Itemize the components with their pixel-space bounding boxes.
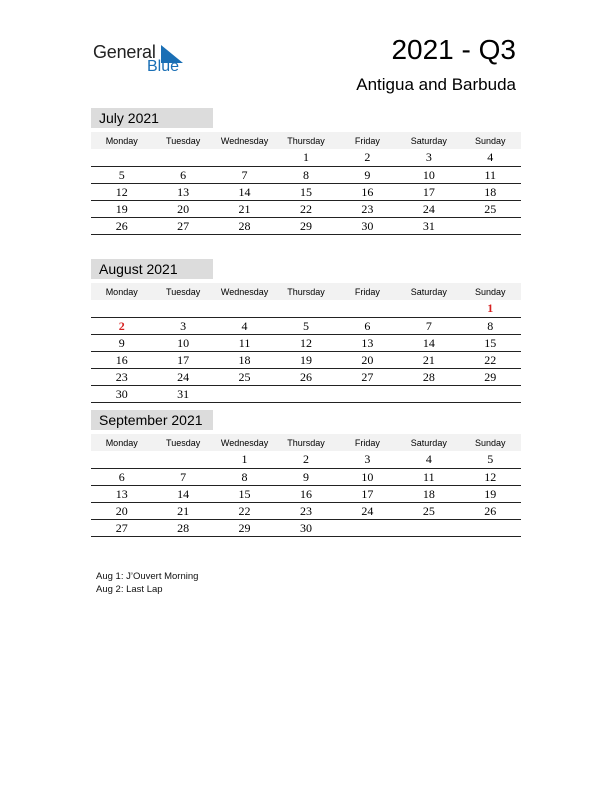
generalblue-logo	[93, 40, 193, 80]
day-cell: 25	[214, 369, 275, 386]
day-cell: 13	[91, 486, 152, 503]
day-cell	[91, 300, 152, 318]
day-cell: 1	[460, 300, 521, 318]
day-cell: 4	[214, 318, 275, 335]
day-cell: 30	[91, 386, 152, 403]
day-cell: 29	[460, 369, 521, 386]
day-cell: 3	[398, 149, 459, 167]
day-cell	[398, 386, 459, 403]
weekday-header: Sunday	[460, 434, 521, 451]
day-cell: 16	[275, 486, 336, 503]
day-cell: 10	[337, 469, 398, 486]
week-row	[91, 469, 521, 486]
day-cell: 15	[214, 486, 275, 503]
day-cell: 27	[91, 520, 152, 537]
day-cell: 2	[275, 451, 336, 469]
day-cell	[152, 300, 213, 318]
month-title: July 2021	[91, 108, 213, 128]
day-cell	[152, 451, 213, 469]
week-row	[91, 218, 521, 235]
weekday-header: Saturday	[398, 132, 459, 149]
day-cell: 14	[398, 335, 459, 352]
day-cell: 9	[337, 167, 398, 184]
day-cell: 3	[152, 318, 213, 335]
calendar-table	[91, 132, 521, 235]
week-row	[91, 201, 521, 218]
day-cell: 9	[91, 335, 152, 352]
logo-word-general: General	[93, 42, 156, 62]
weekday-header: Thursday	[275, 132, 336, 149]
weekday-header: Monday	[91, 283, 152, 300]
day-cell: 11	[398, 469, 459, 486]
weekday-header: Tuesday	[152, 434, 213, 451]
weekday-header: Tuesday	[152, 283, 213, 300]
day-cell: 26	[460, 503, 521, 520]
day-cell	[337, 520, 398, 537]
day-cell: 22	[460, 352, 521, 369]
day-cell: 8	[214, 469, 275, 486]
day-cell: 12	[275, 335, 336, 352]
weekday-header: Friday	[337, 434, 398, 451]
day-cell: 24	[337, 503, 398, 520]
weekday-header-row	[91, 132, 521, 149]
day-cell: 30	[275, 520, 336, 537]
holiday-note: Aug 1: J’Ouvert Morning	[96, 571, 199, 582]
week-row	[91, 386, 521, 403]
day-cell: 21	[214, 201, 275, 218]
day-cell: 19	[460, 486, 521, 503]
day-cell: 15	[460, 335, 521, 352]
day-cell: 3	[337, 451, 398, 469]
day-cell	[337, 300, 398, 318]
day-cell	[398, 300, 459, 318]
day-cell: 26	[275, 369, 336, 386]
weekday-header: Monday	[91, 434, 152, 451]
week-row	[91, 184, 521, 201]
day-cell	[91, 451, 152, 469]
day-cell: 21	[152, 503, 213, 520]
weekday-header: Saturday	[398, 434, 459, 451]
day-cell: 9	[275, 469, 336, 486]
day-cell: 8	[460, 318, 521, 335]
day-cell: 27	[152, 218, 213, 235]
weekday-header: Tuesday	[152, 132, 213, 149]
day-cell: 17	[337, 486, 398, 503]
holiday-note: Aug 2: Last Lap	[96, 584, 163, 595]
month-title: August 2021	[91, 259, 213, 279]
day-cell: 1	[214, 451, 275, 469]
day-cell: 5	[275, 318, 336, 335]
day-cell: 31	[152, 386, 213, 403]
weekday-header: Wednesday	[214, 283, 275, 300]
country-name: Antigua and Barbuda	[356, 75, 516, 94]
day-cell: 5	[460, 451, 521, 469]
week-row	[91, 451, 521, 469]
day-cell: 7	[398, 318, 459, 335]
day-cell: 18	[214, 352, 275, 369]
weekday-header: Wednesday	[214, 132, 275, 149]
day-cell: 21	[398, 352, 459, 369]
day-cell: 15	[275, 184, 336, 201]
day-cell: 13	[152, 184, 213, 201]
day-cell: 16	[337, 184, 398, 201]
day-cell: 5	[91, 167, 152, 184]
day-cell: 19	[91, 201, 152, 218]
weekday-header: Saturday	[398, 283, 459, 300]
day-cell: 23	[91, 369, 152, 386]
day-cell: 16	[91, 352, 152, 369]
calendar-table	[91, 283, 521, 403]
day-cell: 12	[460, 469, 521, 486]
day-cell: 24	[152, 369, 213, 386]
calendar-table	[91, 434, 521, 537]
month-september	[91, 410, 521, 537]
day-cell: 23	[337, 201, 398, 218]
day-cell: 6	[337, 318, 398, 335]
day-cell: 29	[214, 520, 275, 537]
weekday-header: Friday	[337, 132, 398, 149]
day-cell: 25	[460, 201, 521, 218]
week-row	[91, 300, 521, 318]
day-cell: 7	[152, 469, 213, 486]
weekday-header-row	[91, 283, 521, 300]
day-cell: 20	[91, 503, 152, 520]
day-cell	[460, 218, 521, 235]
weekday-header-row	[91, 434, 521, 451]
day-cell: 4	[460, 149, 521, 167]
weekday-header: Wednesday	[214, 434, 275, 451]
day-cell: 30	[337, 218, 398, 235]
week-row	[91, 369, 521, 386]
day-cell: 22	[214, 503, 275, 520]
day-cell: 28	[214, 218, 275, 235]
day-cell: 6	[152, 167, 213, 184]
week-row	[91, 149, 521, 167]
month-title: September 2021	[91, 410, 213, 430]
day-cell	[91, 149, 152, 167]
day-cell: 4	[398, 451, 459, 469]
weekday-header: Thursday	[275, 283, 336, 300]
day-cell: 26	[91, 218, 152, 235]
day-cell: 7	[214, 167, 275, 184]
day-cell: 10	[152, 335, 213, 352]
day-cell: 28	[398, 369, 459, 386]
weekday-header: Monday	[91, 132, 152, 149]
weekday-header: Sunday	[460, 132, 521, 149]
day-cell: 24	[398, 201, 459, 218]
week-row	[91, 503, 521, 520]
day-cell	[214, 149, 275, 167]
logo-word-blue: Blue	[147, 58, 180, 75]
day-cell	[214, 300, 275, 318]
month-august	[91, 259, 521, 403]
day-cell: 27	[337, 369, 398, 386]
day-cell: 11	[460, 167, 521, 184]
week-row	[91, 318, 521, 335]
week-row	[91, 167, 521, 184]
day-cell: 23	[275, 503, 336, 520]
day-cell: 18	[398, 486, 459, 503]
day-cell: 12	[91, 184, 152, 201]
day-cell: 2	[91, 318, 152, 335]
day-cell	[398, 520, 459, 537]
day-cell: 20	[337, 352, 398, 369]
day-cell: 17	[152, 352, 213, 369]
day-cell: 11	[214, 335, 275, 352]
day-cell: 1	[275, 149, 336, 167]
day-cell	[275, 300, 336, 318]
day-cell: 6	[91, 469, 152, 486]
day-cell: 22	[275, 201, 336, 218]
week-row	[91, 352, 521, 369]
day-cell: 25	[398, 503, 459, 520]
day-cell: 14	[214, 184, 275, 201]
day-cell: 28	[152, 520, 213, 537]
day-cell	[460, 386, 521, 403]
day-cell	[214, 386, 275, 403]
day-cell: 10	[398, 167, 459, 184]
day-cell: 19	[275, 352, 336, 369]
day-cell: 18	[460, 184, 521, 201]
month-july	[91, 108, 521, 235]
day-cell: 2	[337, 149, 398, 167]
day-cell: 8	[275, 167, 336, 184]
page-title: 2021 - Q3	[391, 34, 516, 65]
day-cell: 13	[337, 335, 398, 352]
weekday-header: Friday	[337, 283, 398, 300]
week-row	[91, 486, 521, 503]
day-cell: 20	[152, 201, 213, 218]
weekday-header: Thursday	[275, 434, 336, 451]
day-cell	[152, 149, 213, 167]
day-cell: 17	[398, 184, 459, 201]
weekday-header: Sunday	[460, 283, 521, 300]
day-cell: 29	[275, 218, 336, 235]
day-cell	[275, 386, 336, 403]
week-row	[91, 520, 521, 537]
week-row	[91, 335, 521, 352]
day-cell	[460, 520, 521, 537]
holiday-notes	[96, 570, 198, 596]
day-cell: 31	[398, 218, 459, 235]
day-cell: 14	[152, 486, 213, 503]
day-cell	[337, 386, 398, 403]
